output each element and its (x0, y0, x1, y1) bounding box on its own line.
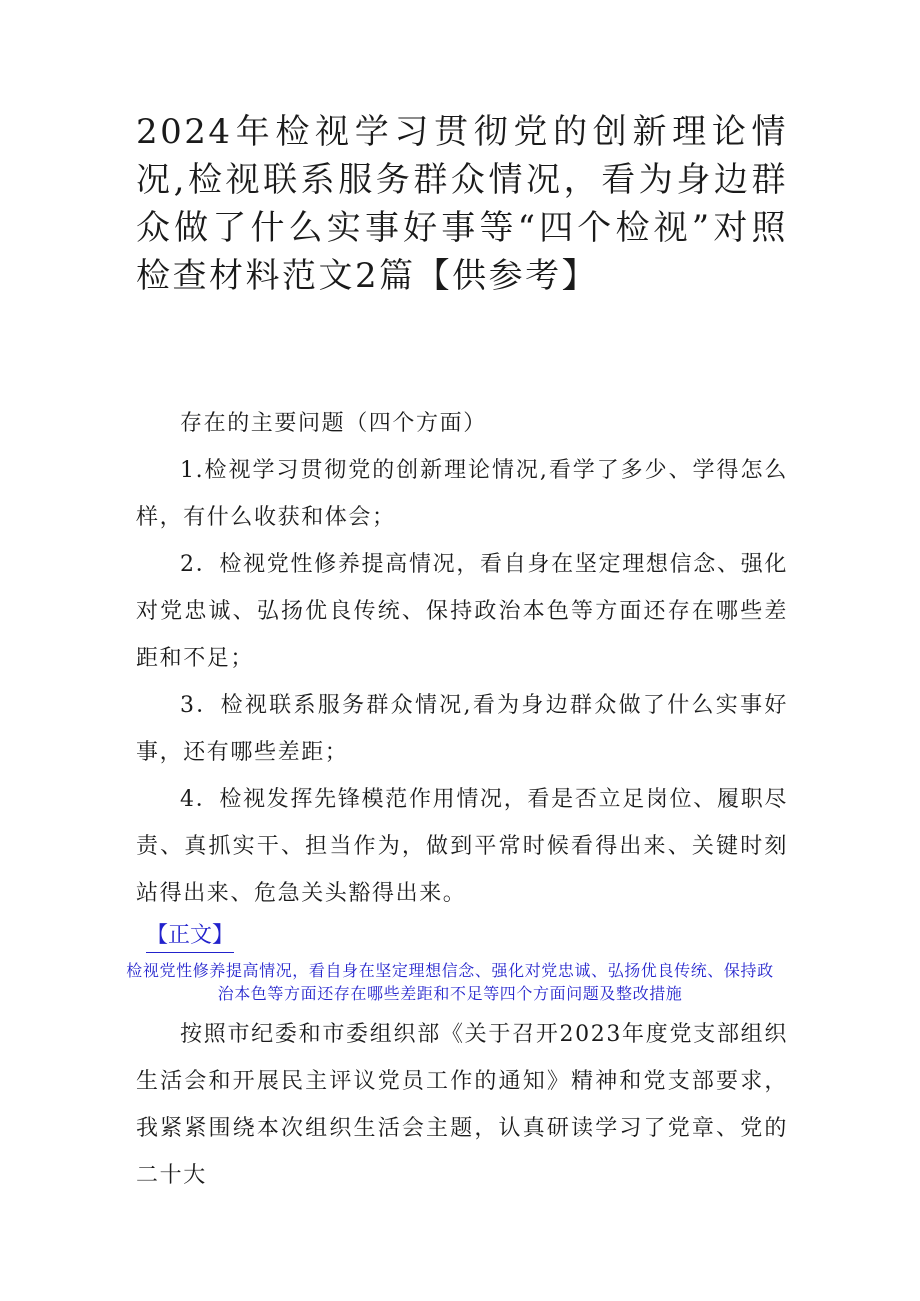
list-item-2: 2．检视党性修养提高情况，看自身在坚定理想信念、强化对党忠诚、弘扬优良传统、保持政治本色等方面还存在哪些差距和不足； (136, 552, 788, 671)
article-subtitle-link[interactable]: 检视党性修养提高情况，看自身在坚定理想信念、强化对党忠诚、弘扬优良传统、保持政治本色等方面还存在哪些差距和不足等四个方面问题及整改措施 (126, 961, 774, 1003)
body-paragraph: 按照市纪委和市委组织部《关于召开2023年度党支部组织生活会和开展民主评议党员工作的通知》精神和党支部要求，我紧紧围绕本次组织生活会主题，认真研读学习了党章、党的二十大 (136, 1022, 788, 1188)
list-item-4: 4．检视发挥先锋模范作用情况，看是否立足岗位、履职尽责、真抓实干、担当作为，做到平常时候看得出来、关键时刻站得出来、危急关头豁得出来。 (136, 787, 788, 906)
document-title: 2024年检视学习贯彻党的创新理论情况,检视联系服务群众情况，看为身边群众做了什么实事好事等“四个检视”对照检查材料范文2篇【供参考】 (136, 112, 788, 296)
list-item-1: 1.检视学习贯彻党的创新理论情况,看学了多少、学得怎么样，有什么收获和体会； (136, 458, 788, 530)
list-item-3: 3．检视联系服务群众情况,看为身边群众做了什么实事好事，还有哪些差距； (136, 693, 788, 765)
main-text-link[interactable]: 【正文】 (146, 921, 234, 953)
section-heading: 存在的主要问题（四个方面） (180, 411, 487, 436)
